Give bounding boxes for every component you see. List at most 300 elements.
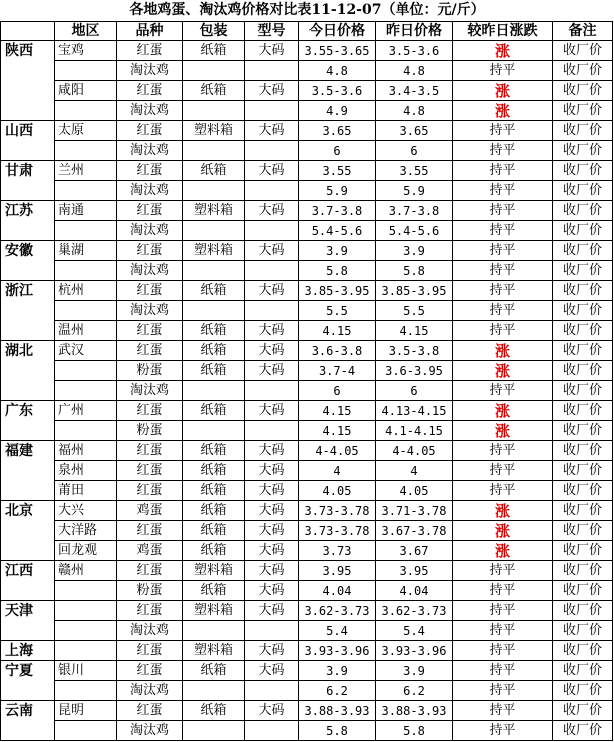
size-cell xyxy=(245,381,299,401)
yesterday-price-cell: 4.1-4.15 xyxy=(376,421,453,441)
size-cell: 大码 xyxy=(245,161,299,181)
variety-cell: 淘汰鸡 xyxy=(117,301,183,321)
table-row xyxy=(1,101,613,121)
region-cell xyxy=(55,681,117,701)
size-cell: 大码 xyxy=(245,321,299,341)
package-cell: 纸箱 xyxy=(183,361,245,381)
yesterday-price-cell: 3.88-3.93 xyxy=(376,701,453,721)
table-row xyxy=(1,361,613,381)
variety-cell: 红蛋 xyxy=(117,441,183,461)
region-cell: 兰州 xyxy=(55,161,117,181)
change-cell: 持平 xyxy=(453,281,553,301)
change-cell: 持平 xyxy=(453,301,553,321)
table-row xyxy=(1,601,613,621)
yesterday-price-cell: 3.85-3.95 xyxy=(376,281,453,301)
region-cell xyxy=(55,141,117,161)
province-cell: 江苏 xyxy=(1,201,55,221)
size-cell: 大码 xyxy=(245,81,299,101)
change-cell: 持平 xyxy=(453,701,553,721)
package-cell xyxy=(183,141,245,161)
today-price-cell: 3.73 xyxy=(299,541,376,561)
today-price-cell: 4.15 xyxy=(299,421,376,441)
today-price-cell: 4.05 xyxy=(299,481,376,501)
header-variety: 品种 xyxy=(117,22,183,41)
province-cell xyxy=(1,421,55,441)
change-cell: 持平 xyxy=(453,201,553,221)
change-cell: 持平 xyxy=(453,261,553,281)
province-cell xyxy=(1,581,55,601)
variety-cell: 粉蛋 xyxy=(117,421,183,441)
region-cell: 南通 xyxy=(55,201,117,221)
province-cell xyxy=(1,301,55,321)
province-cell: 上海 xyxy=(1,641,55,661)
region-cell xyxy=(55,381,117,401)
province-cell xyxy=(1,361,55,381)
today-price-cell: 3.85-3.95 xyxy=(299,281,376,301)
variety-cell: 粉蛋 xyxy=(117,361,183,381)
change-cell: 持平 xyxy=(453,121,553,141)
package-cell: 纸箱 xyxy=(183,401,245,421)
package-cell: 纸箱 xyxy=(183,41,245,61)
note-cell: 收厂价 xyxy=(553,41,613,61)
variety-cell: 红蛋 xyxy=(117,561,183,581)
size-cell: 大码 xyxy=(245,401,299,421)
yesterday-price-cell: 3.62-3.73 xyxy=(376,601,453,621)
province-cell: 安徽 xyxy=(1,241,55,261)
region-cell: 昆明 xyxy=(55,701,117,721)
region-cell xyxy=(55,581,117,601)
size-cell: 大码 xyxy=(245,361,299,381)
note-cell: 收厂价 xyxy=(553,541,613,561)
note-cell: 收厂价 xyxy=(553,461,613,481)
variety-cell: 红蛋 xyxy=(117,321,183,341)
today-price-cell: 3.93-3.96 xyxy=(299,641,376,661)
price-table-body xyxy=(1,22,613,741)
package-cell: 塑料箱 xyxy=(183,601,245,621)
variety-cell: 淘汰鸡 xyxy=(117,381,183,401)
change-cell: 持平 xyxy=(453,241,553,261)
variety-cell: 淘汰鸡 xyxy=(117,621,183,641)
package-cell: 纸箱 xyxy=(183,541,245,561)
size-cell: 大码 xyxy=(245,521,299,541)
page-title: 各地鸡蛋、淘汰鸡价格对比表11-12-07（单位：元/斤） xyxy=(129,2,485,18)
region-cell xyxy=(55,301,117,321)
variety-cell: 红蛋 xyxy=(117,701,183,721)
today-price-cell: 4.9 xyxy=(299,101,376,121)
change-cell: 持平 xyxy=(453,321,553,341)
variety-cell: 淘汰鸡 xyxy=(117,181,183,201)
today-price-cell: 5.4 xyxy=(299,621,376,641)
size-cell xyxy=(245,61,299,81)
note-cell: 收厂价 xyxy=(553,381,613,401)
region-cell: 大洋路 xyxy=(55,521,117,541)
yesterday-price-cell: 6 xyxy=(376,141,453,161)
province-cell: 甘肃 xyxy=(1,161,55,181)
yesterday-price-cell: 3.67-3.78 xyxy=(376,521,453,541)
note-cell: 收厂价 xyxy=(553,601,613,621)
table-row xyxy=(1,181,613,201)
region-cell: 杭州 xyxy=(55,281,117,301)
variety-cell: 红蛋 xyxy=(117,41,183,61)
today-price-cell: 6.2 xyxy=(299,681,376,701)
region-cell xyxy=(55,61,117,81)
change-cell: 持平 xyxy=(453,681,553,701)
region-cell: 温州 xyxy=(55,321,117,341)
today-price-cell: 5.4-5.6 xyxy=(299,221,376,241)
variety-cell: 淘汰鸡 xyxy=(117,101,183,121)
table-row xyxy=(1,621,613,641)
note-cell: 收厂价 xyxy=(553,161,613,181)
note-cell: 收厂价 xyxy=(553,261,613,281)
change-cell: 持平 xyxy=(453,61,553,81)
table-row xyxy=(1,661,613,681)
province-cell: 天津 xyxy=(1,601,55,621)
variety-cell: 红蛋 xyxy=(117,401,183,421)
today-price-cell: 3.6-3.8 xyxy=(299,341,376,361)
yesterday-price-cell: 3.55 xyxy=(376,161,453,181)
region-cell: 大兴 xyxy=(55,501,117,521)
note-cell: 收厂价 xyxy=(553,241,613,261)
size-cell xyxy=(245,181,299,201)
yesterday-price-cell: 3.9 xyxy=(376,241,453,261)
note-cell: 收厂价 xyxy=(553,361,613,381)
note-cell: 收厂价 xyxy=(553,401,613,421)
region-cell: 广州 xyxy=(55,401,117,421)
today-price-cell: 5.8 xyxy=(299,721,376,741)
province-cell xyxy=(1,61,55,81)
package-cell xyxy=(183,681,245,701)
package-cell: 纸箱 xyxy=(183,161,245,181)
package-cell: 塑料箱 xyxy=(183,561,245,581)
today-price-cell: 3.65 xyxy=(299,121,376,141)
variety-cell: 红蛋 xyxy=(117,281,183,301)
today-price-cell: 4.04 xyxy=(299,581,376,601)
variety-cell: 红蛋 xyxy=(117,601,183,621)
province-cell: 福建 xyxy=(1,441,55,461)
yesterday-price-cell: 5.9 xyxy=(376,181,453,201)
variety-cell: 红蛋 xyxy=(117,81,183,101)
package-cell: 纸箱 xyxy=(183,281,245,301)
today-price-cell: 3.7-3.8 xyxy=(299,201,376,221)
table-row xyxy=(1,341,613,361)
variety-cell: 淘汰鸡 xyxy=(117,221,183,241)
size-cell: 大码 xyxy=(245,581,299,601)
change-cell: 持平 xyxy=(453,381,553,401)
package-cell xyxy=(183,101,245,121)
yesterday-price-cell: 5.4-5.6 xyxy=(376,221,453,241)
package-cell xyxy=(183,301,245,321)
province-cell xyxy=(1,261,55,281)
province-cell xyxy=(1,521,55,541)
today-price-cell: 3.9 xyxy=(299,241,376,261)
variety-cell: 鸡蛋 xyxy=(117,541,183,561)
package-cell xyxy=(183,181,245,201)
package-cell xyxy=(183,261,245,281)
note-cell: 收厂价 xyxy=(553,441,613,461)
change-cell: 涨 xyxy=(453,81,553,101)
province-cell xyxy=(1,481,55,501)
today-price-cell: 3.55 xyxy=(299,161,376,181)
header-row xyxy=(1,22,613,41)
table-row xyxy=(1,321,613,341)
province-cell xyxy=(1,621,55,641)
size-cell: 大码 xyxy=(245,41,299,61)
province-cell xyxy=(1,681,55,701)
change-cell: 持平 xyxy=(453,581,553,601)
table-row xyxy=(1,61,613,81)
package-cell: 纸箱 xyxy=(183,441,245,461)
table-row xyxy=(1,421,613,441)
header-package: 包装 xyxy=(183,22,245,41)
size-cell: 大码 xyxy=(245,661,299,681)
table-row xyxy=(1,441,613,461)
yesterday-price-cell: 4.8 xyxy=(376,61,453,81)
table-row xyxy=(1,241,613,261)
package-cell xyxy=(183,621,245,641)
table-row xyxy=(1,581,613,601)
package-cell xyxy=(183,221,245,241)
yesterday-price-cell: 4.13-4.15 xyxy=(376,401,453,421)
size-cell xyxy=(245,621,299,641)
package-cell xyxy=(183,421,245,441)
today-price-cell: 4.15 xyxy=(299,321,376,341)
note-cell: 收厂价 xyxy=(553,561,613,581)
yesterday-price-cell: 3.6-3.95 xyxy=(376,361,453,381)
region-cell xyxy=(55,221,117,241)
change-cell: 涨 xyxy=(453,401,553,421)
note-cell: 收厂价 xyxy=(553,661,613,681)
package-cell: 纸箱 xyxy=(183,521,245,541)
region-cell xyxy=(55,601,117,621)
size-cell: 大码 xyxy=(245,121,299,141)
table-row xyxy=(1,381,613,401)
region-cell xyxy=(55,421,117,441)
yesterday-price-cell: 3.7-3.8 xyxy=(376,201,453,221)
package-cell: 纸箱 xyxy=(183,481,245,501)
header-region: 地区 xyxy=(55,22,117,41)
package-cell: 纸箱 xyxy=(183,81,245,101)
header-size: 型号 xyxy=(245,22,299,41)
province-cell: 浙江 xyxy=(1,281,55,301)
table-row xyxy=(1,81,613,101)
size-cell xyxy=(245,721,299,741)
today-price-cell: 3.7-4 xyxy=(299,361,376,381)
package-cell: 纸箱 xyxy=(183,701,245,721)
note-cell: 收厂价 xyxy=(553,281,613,301)
package-cell: 纸箱 xyxy=(183,341,245,361)
change-cell: 持平 xyxy=(453,561,553,581)
variety-cell: 淘汰鸡 xyxy=(117,681,183,701)
today-price-cell: 3.95 xyxy=(299,561,376,581)
note-cell: 收厂价 xyxy=(553,421,613,441)
yesterday-price-cell: 4.8 xyxy=(376,101,453,121)
yesterday-price-cell: 3.5-3.6 xyxy=(376,41,453,61)
province-cell xyxy=(1,101,55,121)
variety-cell: 红蛋 xyxy=(117,661,183,681)
yesterday-price-cell: 5.5 xyxy=(376,301,453,321)
change-cell: 持平 xyxy=(453,181,553,201)
today-price-cell: 3.73-3.78 xyxy=(299,521,376,541)
change-cell: 持平 xyxy=(453,441,553,461)
variety-cell: 淘汰鸡 xyxy=(117,261,183,281)
note-cell: 收厂价 xyxy=(553,181,613,201)
yesterday-price-cell: 4.15 xyxy=(376,321,453,341)
today-price-cell: 3.88-3.93 xyxy=(299,701,376,721)
province-cell: 广东 xyxy=(1,401,55,421)
package-cell: 纸箱 xyxy=(183,461,245,481)
size-cell: 大码 xyxy=(245,281,299,301)
region-cell: 福州 xyxy=(55,441,117,461)
change-cell: 涨 xyxy=(453,501,553,521)
region-cell xyxy=(55,721,117,741)
variety-cell: 粉蛋 xyxy=(117,581,183,601)
today-price-cell: 4 xyxy=(299,461,376,481)
change-cell: 持平 xyxy=(453,141,553,161)
today-price-cell: 4-4.05 xyxy=(299,441,376,461)
package-cell: 纸箱 xyxy=(183,321,245,341)
size-cell: 大码 xyxy=(245,441,299,461)
table-row xyxy=(1,221,613,241)
change-cell: 持平 xyxy=(453,221,553,241)
size-cell: 大码 xyxy=(245,541,299,561)
region-cell: 回龙观 xyxy=(55,541,117,561)
note-cell: 收厂价 xyxy=(553,321,613,341)
note-cell: 收厂价 xyxy=(553,101,613,121)
variety-cell: 红蛋 xyxy=(117,201,183,221)
change-cell: 持平 xyxy=(453,721,553,741)
variety-cell: 淘汰鸡 xyxy=(117,141,183,161)
package-cell: 纸箱 xyxy=(183,581,245,601)
yesterday-price-cell: 3.9 xyxy=(376,661,453,681)
size-cell xyxy=(245,101,299,121)
note-cell: 收厂价 xyxy=(553,121,613,141)
table-row xyxy=(1,121,613,141)
yesterday-price-cell: 4 xyxy=(376,461,453,481)
variety-cell: 红蛋 xyxy=(117,521,183,541)
size-cell: 大码 xyxy=(245,601,299,621)
table-row xyxy=(1,401,613,421)
note-cell: 收厂价 xyxy=(553,501,613,521)
table-row xyxy=(1,541,613,561)
yesterday-price-cell: 3.71-3.78 xyxy=(376,501,453,521)
variety-cell: 红蛋 xyxy=(117,341,183,361)
yesterday-price-cell: 4.04 xyxy=(376,581,453,601)
province-cell xyxy=(1,221,55,241)
today-price-cell: 4.15 xyxy=(299,401,376,421)
variety-cell: 鸡蛋 xyxy=(117,501,183,521)
size-cell xyxy=(245,681,299,701)
package-cell: 塑料箱 xyxy=(183,201,245,221)
note-cell: 收厂价 xyxy=(553,681,613,701)
size-cell: 大码 xyxy=(245,501,299,521)
yesterday-price-cell: 3.5-3.8 xyxy=(376,341,453,361)
header-province xyxy=(1,22,55,41)
change-cell: 涨 xyxy=(453,421,553,441)
package-cell: 塑料箱 xyxy=(183,641,245,661)
note-cell: 收厂价 xyxy=(553,721,613,741)
size-cell: 大码 xyxy=(245,241,299,261)
province-cell xyxy=(1,181,55,201)
province-cell xyxy=(1,141,55,161)
yesterday-price-cell: 3.95 xyxy=(376,561,453,581)
table-row xyxy=(1,281,613,301)
note-cell: 收厂价 xyxy=(553,521,613,541)
size-cell xyxy=(245,141,299,161)
table-row xyxy=(1,681,613,701)
note-cell: 收厂价 xyxy=(553,641,613,661)
table-row xyxy=(1,721,613,741)
note-cell: 收厂价 xyxy=(553,701,613,721)
note-cell: 收厂价 xyxy=(553,581,613,601)
region-cell: 银川 xyxy=(55,661,117,681)
region-cell: 泉州 xyxy=(55,461,117,481)
variety-cell: 红蛋 xyxy=(117,161,183,181)
change-cell: 涨 xyxy=(453,361,553,381)
region-cell xyxy=(55,361,117,381)
header-today-price: 今日价格 xyxy=(299,22,376,41)
table-row xyxy=(1,161,613,181)
change-cell: 持平 xyxy=(453,601,553,621)
size-cell: 大码 xyxy=(245,481,299,501)
region-cell xyxy=(55,181,117,201)
yesterday-price-cell: 4.05 xyxy=(376,481,453,501)
table-row xyxy=(1,501,613,521)
today-price-cell: 6 xyxy=(299,381,376,401)
today-price-cell: 3.62-3.73 xyxy=(299,601,376,621)
change-cell: 持平 xyxy=(453,461,553,481)
note-cell: 收厂价 xyxy=(553,61,613,81)
header-change: 较昨日涨跌 xyxy=(453,22,553,41)
table-row xyxy=(1,481,613,501)
province-cell: 云南 xyxy=(1,701,55,721)
yesterday-price-cell: 5.8 xyxy=(376,261,453,281)
package-cell xyxy=(183,381,245,401)
size-cell xyxy=(245,261,299,281)
package-cell: 纸箱 xyxy=(183,661,245,681)
yesterday-price-cell: 5.4 xyxy=(376,621,453,641)
variety-cell: 红蛋 xyxy=(117,241,183,261)
table-row xyxy=(1,561,613,581)
province-cell: 江西 xyxy=(1,561,55,581)
variety-cell: 红蛋 xyxy=(117,641,183,661)
yesterday-price-cell: 4-4.05 xyxy=(376,441,453,461)
size-cell xyxy=(245,421,299,441)
region-cell: 莆田 xyxy=(55,481,117,501)
variety-cell: 淘汰鸡 xyxy=(117,721,183,741)
variety-cell: 红蛋 xyxy=(117,461,183,481)
size-cell: 大码 xyxy=(245,641,299,661)
change-cell: 持平 xyxy=(453,661,553,681)
note-cell: 收厂价 xyxy=(553,221,613,241)
province-cell: 陕西 xyxy=(1,41,55,61)
change-cell: 持平 xyxy=(453,161,553,181)
table-row xyxy=(1,301,613,321)
today-price-cell: 5.9 xyxy=(299,181,376,201)
size-cell: 大码 xyxy=(245,701,299,721)
change-cell: 涨 xyxy=(453,101,553,121)
table-row xyxy=(1,141,613,161)
today-price-cell: 4.8 xyxy=(299,61,376,81)
table-row xyxy=(1,201,613,221)
header-yesterday-price: 昨日价格 xyxy=(376,22,453,41)
package-cell: 塑料箱 xyxy=(183,241,245,261)
region-cell: 咸阳 xyxy=(55,81,117,101)
province-cell: 北京 xyxy=(1,501,55,521)
change-cell: 涨 xyxy=(453,521,553,541)
region-cell xyxy=(55,101,117,121)
region-cell: 赣州 xyxy=(55,561,117,581)
yesterday-price-cell: 3.67 xyxy=(376,541,453,561)
